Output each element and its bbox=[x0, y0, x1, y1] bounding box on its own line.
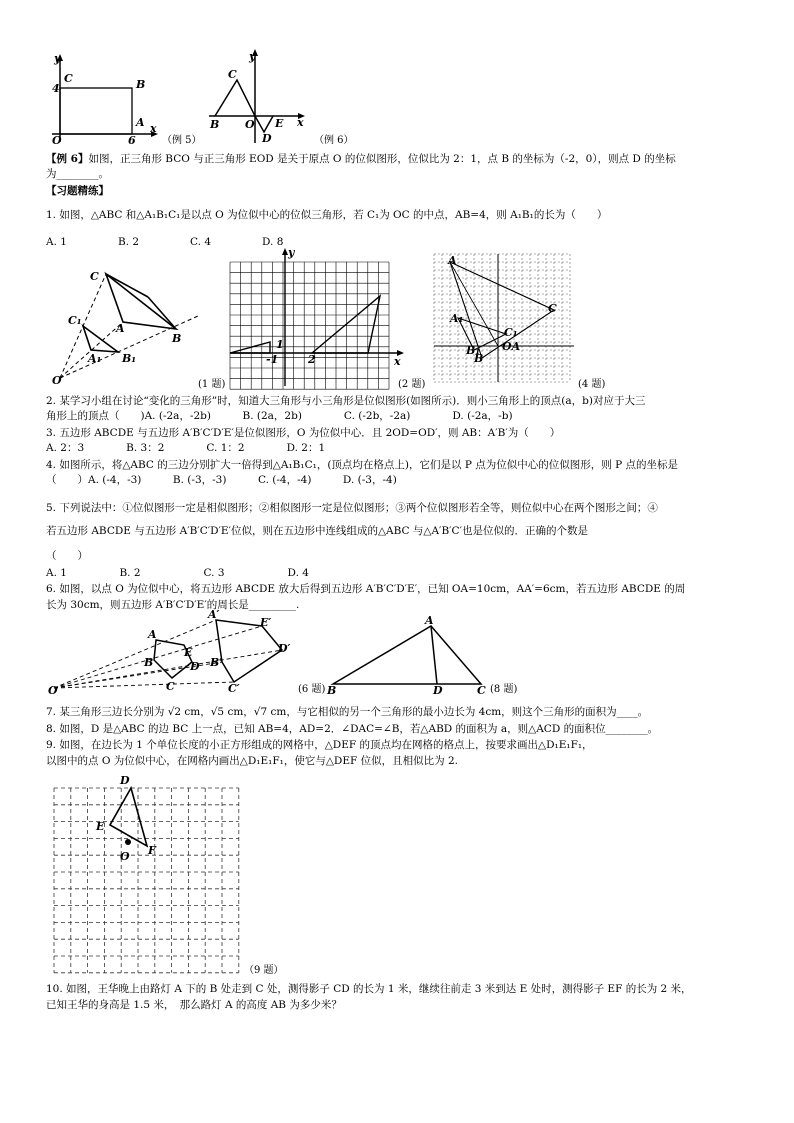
figure-q8 bbox=[325, 612, 500, 697]
figure-q1 bbox=[48, 262, 208, 387]
q1-option-c: C. 4 bbox=[190, 236, 212, 248]
label-E: E bbox=[96, 820, 105, 833]
q1-option-d: D. 8 bbox=[262, 236, 284, 248]
label-1: 1 bbox=[276, 338, 284, 351]
example6-line1 bbox=[46, 152, 676, 166]
caption-q9: （9 题） bbox=[244, 965, 284, 976]
label-A: A bbox=[116, 322, 125, 335]
label-D: D bbox=[262, 132, 272, 145]
q5-line3: （ ） bbox=[46, 550, 88, 562]
label-B: B bbox=[210, 118, 220, 131]
caption-q2: (2 题) bbox=[398, 379, 426, 390]
label-C1: C₁ bbox=[504, 326, 518, 339]
q5-line2: 若五边形 ABCDE 与五边形 A′B′C′D′E′位似，则在五边形中连线组成的△ABC 与△A′B′C′也是位似的．正确的个数是 bbox=[46, 525, 588, 537]
label-Cp: C′ bbox=[228, 682, 240, 695]
label-D: D bbox=[433, 684, 443, 697]
q1-stem: 1. 如图，△ABC 和△A₁B₁C₁是以点 O 为位似中心的位似三角形，若 C₁为 OC 的中点，AB=4，则 A₁B₁的长为（ ） bbox=[46, 209, 608, 221]
label-x: x bbox=[150, 122, 157, 135]
label-A: A bbox=[136, 116, 145, 129]
label-A: A bbox=[148, 628, 157, 641]
q6-line2: 长为 30cm，则五边形 A′B′C′D′E′的周长是_________. bbox=[46, 599, 300, 611]
q7-text: 7. 某三角形三边长分别为 √2 cm，√5 cm，√7 cm，与它相似的另一个三角形的最小边长为 4cm，则这个三角形的面积为____。 bbox=[46, 706, 649, 718]
figure-example5 bbox=[42, 52, 162, 147]
label-Ap: A′ bbox=[208, 608, 220, 621]
q9-line2: 以图中的点 O 为位似中心，在网格内画出△D₁E₁F₁，使它与△DEF 位似，且相似比为 2. bbox=[46, 755, 458, 767]
q5-options: A. 1 B. 2 C. 3 D. 4 bbox=[46, 567, 309, 579]
q1-option-b: B. 2 bbox=[118, 236, 140, 248]
q8-text: 8. 如图，D 是△ABC 的边 BC 上一点，已知 AB=4，AD=2．∠DAC=∠B，若△ABD 的面积为 a，则△ACD 的面积位________。 bbox=[46, 723, 659, 735]
q9-line1: 9. 如图，在边长为 1 个单位长度的小正方形组成的网格中，△DEF 的顶点均在网格的格点上，按要求画出△D₁E₁F₁， bbox=[46, 739, 593, 751]
caption-example5: （例 5） bbox=[162, 135, 202, 146]
label-C: C bbox=[90, 270, 99, 283]
label-B: B bbox=[172, 332, 182, 345]
label-C: C bbox=[477, 684, 486, 697]
label-B: B bbox=[474, 352, 484, 365]
caption-q8: (8 题) bbox=[490, 684, 518, 695]
caption-q1: (1 题) bbox=[198, 379, 226, 390]
label-x: x bbox=[394, 355, 401, 368]
figure-q2 bbox=[230, 248, 410, 388]
q2-line1: 2. 某学习小组在讨论“变化的三角形”时，知道大三角形与小三角形是位似图形(如图所示)．则小三角形上的顶点(a，b)对应于大三 bbox=[46, 395, 646, 407]
label-A1: A₁ bbox=[450, 312, 464, 325]
label-6: 6 bbox=[128, 134, 136, 147]
q4-line1: 4. 如图所示，将△ABC 的三边分别扩大一倍得到△A₁B₁C₁，(顶点均在格点上)，它们是以 P 点为位似中心的位似图形，则 P 点的坐标是 bbox=[46, 459, 679, 471]
label-E: E bbox=[184, 646, 193, 659]
section-title: 【习题精练】 bbox=[46, 185, 109, 197]
label-D: D bbox=[120, 774, 130, 787]
label-B1: B₁ bbox=[122, 352, 137, 365]
label-B: B bbox=[327, 684, 337, 697]
label-A: A bbox=[425, 614, 434, 627]
label-A1: A₁ bbox=[88, 352, 102, 365]
label-C: C bbox=[228, 68, 237, 81]
caption-example6: （例 6） bbox=[314, 135, 354, 146]
label-O: O bbox=[52, 374, 62, 387]
figure-q9 bbox=[50, 768, 250, 973]
label-B: B bbox=[136, 78, 146, 91]
caption-q6: (6 题) bbox=[298, 684, 326, 695]
label-Ep: E′ bbox=[260, 616, 272, 629]
q5-line1: 5. 下列说法中：①位似图形一定是相似图形；②相似图形一定是位似图形；③两个位似图形若全等，则位似中心在两个图形之间；④ bbox=[46, 502, 658, 514]
q4-line2: （ ）A. (-4，-3) B. (-3，-3) C. (-4，-4) D. (-3，-4) bbox=[46, 474, 397, 486]
q10-line1: 10. 如图，王华晚上由路灯 A 下的 B 处走到 C 处，测得影子 CD 的长为 1 米，继续往前走 3 米到达 E 处时，测得影子 EF 的长为 2 米， bbox=[46, 983, 692, 995]
q1-option-a: A. 1 bbox=[46, 236, 67, 248]
label-4: 4 bbox=[52, 82, 60, 95]
label-2: 2 bbox=[308, 353, 316, 366]
label-C1: C₁ bbox=[68, 314, 82, 327]
label-A: A bbox=[448, 254, 457, 267]
label-neg1: -1 bbox=[266, 353, 279, 366]
example6-text: 如图，正三角形 BCO 与正三角形 EOD 是关于原点 O 的位似图形，位似比为 2：1，点 B 的坐标为（-2，0），则点 D 的坐标 bbox=[88, 153, 676, 165]
label-O: O bbox=[52, 134, 62, 147]
label-y: y bbox=[288, 246, 295, 259]
label-D: D bbox=[190, 660, 200, 673]
q2-line2: 角形上的顶点（ )A. (-2a，-2b) B. (2a，2b) C. (-2b，-2a) D. (-2a，-b) bbox=[46, 410, 513, 422]
label-C: C bbox=[548, 302, 557, 315]
label-E: E bbox=[275, 117, 284, 130]
caption-q4: (4 题) bbox=[578, 379, 606, 390]
label-F: F bbox=[148, 844, 156, 857]
label-C: C bbox=[166, 680, 175, 693]
label-Bp: B′ bbox=[210, 656, 223, 669]
label-O: O bbox=[245, 118, 255, 131]
q10-line2: 已知王华的身高是 1.5 米， 那么路灯 A 的高度 AB 为多少米？ bbox=[46, 999, 342, 1011]
label-B: B bbox=[144, 656, 154, 669]
example6-tag: 【例 6】 bbox=[46, 153, 89, 165]
figure-q4 bbox=[434, 254, 579, 384]
label-y: y bbox=[54, 52, 61, 65]
figure-example6 bbox=[205, 48, 315, 148]
example6-line2: 为________。 bbox=[46, 168, 109, 180]
q3-line1: 3. 五边形 ABCDE 与五边形 A′B′C′D′E′是位似图形，O 为位似中心．且 2OD=OD′，则 AB：A′B′为（ ） bbox=[46, 427, 561, 439]
label-y: y bbox=[249, 50, 256, 63]
q6-line1: 6. 如图，以点 O 为位似中心，将五边形 ABCDE 放大后得到五边形 A′B′C′D′E′，已知 OA=10cm，AA′=6cm，若五边形 ABCDE 的周 bbox=[46, 583, 686, 595]
label-Dp: D′ bbox=[278, 642, 291, 655]
q3-line2: A. 2：3 B. 3：2 C. 1：2 D. 2：1 bbox=[46, 442, 326, 454]
label-x: x bbox=[297, 116, 304, 129]
label-O: O bbox=[120, 850, 130, 863]
label-OA: OA bbox=[502, 340, 521, 353]
label-C: C bbox=[64, 72, 73, 85]
figure-q6 bbox=[44, 610, 304, 695]
label-O: O bbox=[48, 684, 58, 697]
label-B1: B₁ bbox=[466, 344, 481, 357]
